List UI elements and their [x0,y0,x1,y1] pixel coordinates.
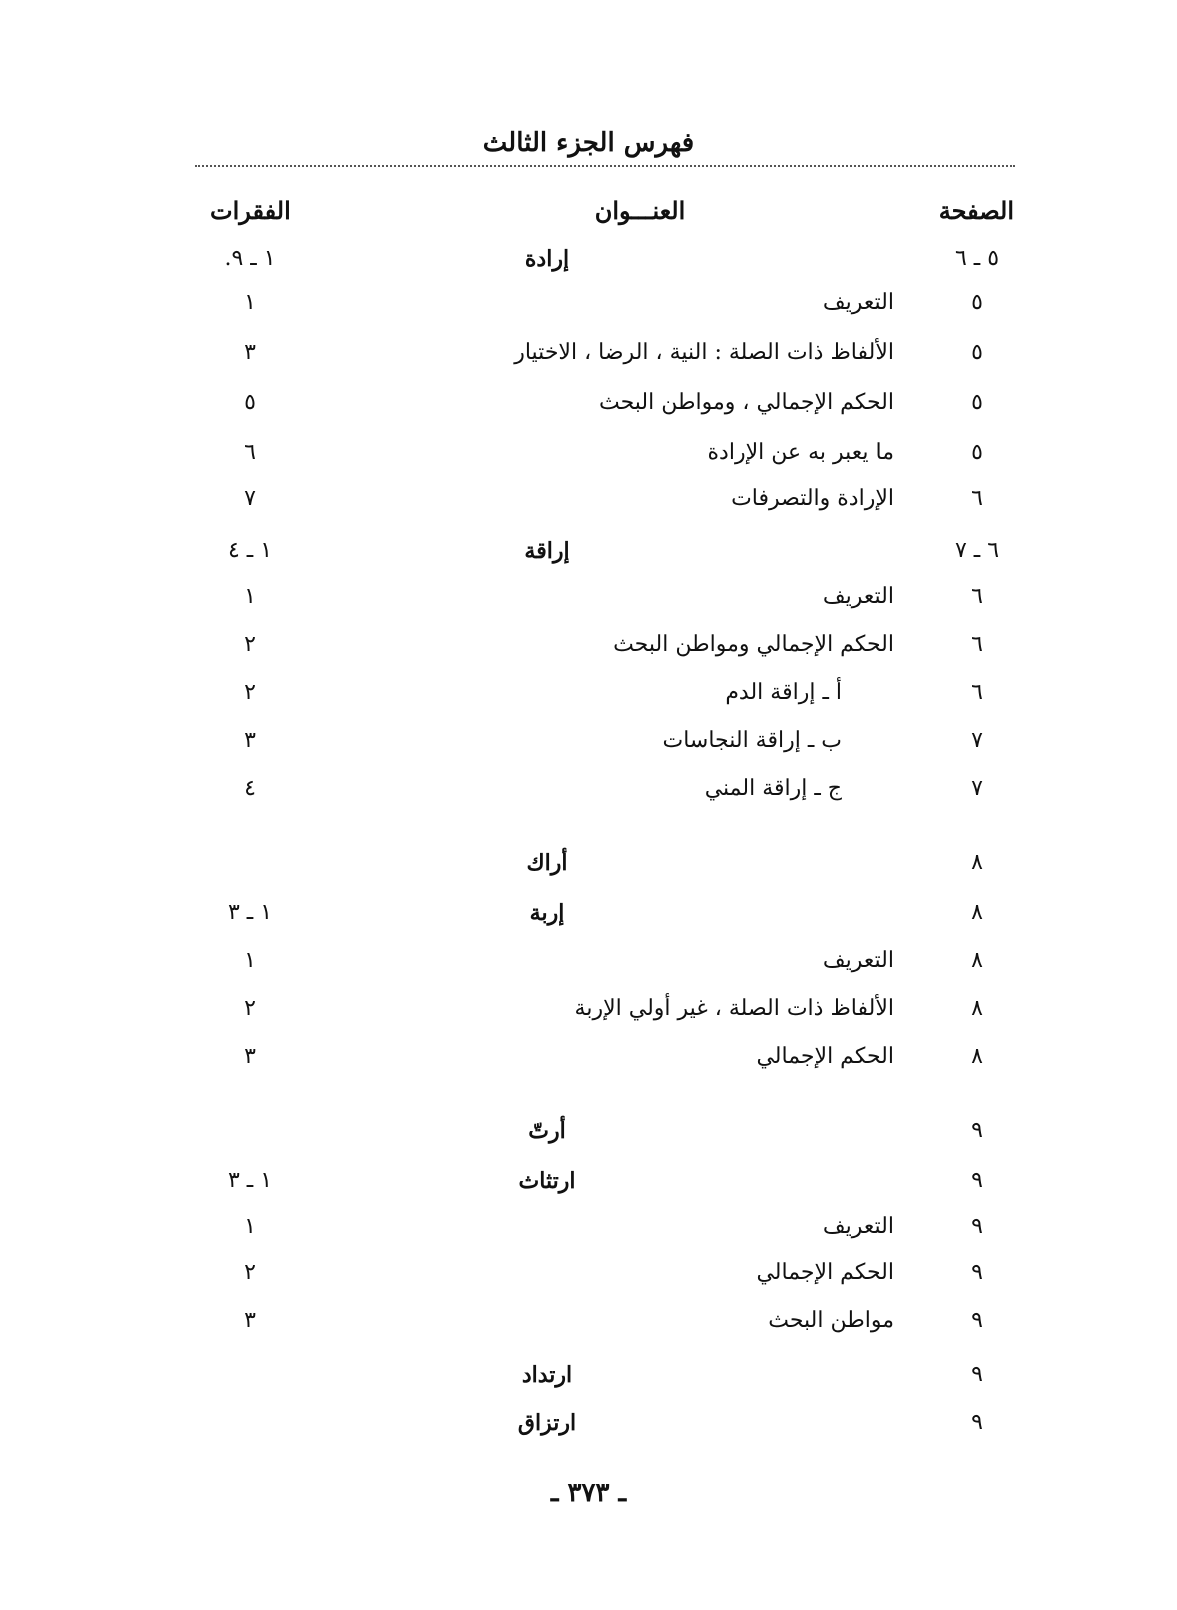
row-paragraph-range: ٢ [244,996,256,1021]
row-subentry-title: الألفاظ ذات الصلة ، غير أولي الإربة [574,996,894,1021]
row-paragraph-range: ٣ [244,340,256,365]
index-row [0,680,1177,720]
row-entry-title: ارتزاق [517,1410,577,1436]
row-page-number: ٥ [971,340,983,365]
row-subentry-title: الحكم الإجمالي ومواطن البحث [613,632,894,657]
row-page-number: ٥ [971,290,983,315]
row-paragraph-range: ١ [244,1214,256,1239]
row-entry-title: أراك [526,850,568,876]
row-entry-title: أرتّ [528,1118,566,1144]
index-row [0,632,1177,672]
row-page-number: ٧ [971,728,983,753]
index-row [0,390,1177,430]
row-page-number: ٨ [971,996,983,1021]
row-page-number: ٩ [971,1118,983,1143]
row-page-number: ٦ [971,632,983,657]
column-header-page: الصفحة [938,196,1014,225]
row-page-number: ٨ [971,948,983,973]
index-row [0,584,1177,624]
row-paragraph-range: ١ [244,290,256,315]
row-paragraph-range: ٤ [244,776,256,801]
row-paragraph-range: ٣ [244,728,256,753]
index-row [0,1044,1177,1084]
index-row [0,1168,1177,1208]
row-paragraph-range: ٢ [244,1260,256,1285]
row-page-number: ٦ ـ ٧ [954,538,1000,563]
row-subentry-title: التعريف [822,584,894,609]
row-subentry-title: التعريف [822,1214,894,1239]
row-subentry-title: ب ـ إراقة النجاسات [662,728,842,753]
row-page-number: ٨ [971,850,983,875]
index-row [0,340,1177,380]
row-subentry-title: الحكم الإجمالي ، ومواطن البحث [598,390,894,415]
page-title: فهرس الجزء الثالث [482,128,695,158]
row-paragraph-range: ٢ [244,632,256,657]
row-page-number: ٦ [971,584,983,609]
row-entry-title: إرادة [524,246,570,272]
index-row [0,776,1177,816]
page-number: ـ ٣٧٣ ـ [550,1478,627,1508]
index-row [0,486,1177,526]
row-paragraph-range: ٢ [244,680,256,705]
row-paragraph-range: ٣ [244,1308,256,1333]
row-page-number: ٩ [971,1168,983,1193]
index-row [0,900,1177,940]
row-paragraph-range: ١ ـ ٣ [227,900,273,925]
row-entry-title: ارتداد [521,1362,573,1388]
row-paragraph-range: ١ ـ ٣ [227,1168,273,1193]
row-paragraph-range: ٧ [244,486,256,511]
row-page-number: ٩ [971,1410,983,1435]
column-header-paragraphs: الفقرات [210,196,291,225]
row-entry-title: إراقة [524,538,570,564]
index-row [0,1410,1177,1450]
index-row [0,1260,1177,1300]
row-subentry-title: الحكم الإجمالي [756,1044,894,1069]
row-subentry-title: ما يعبر به عن الإرادة [707,440,894,465]
row-page-number: ٥ [971,390,983,415]
dotted-divider [195,165,1015,167]
index-row [0,996,1177,1036]
row-page-number: ٥ [971,440,983,465]
row-page-number: ٦ [971,680,983,705]
index-row [0,728,1177,768]
index-row [0,1214,1177,1254]
row-subentry-title: التعريف [822,290,894,315]
row-paragraph-range: ٣ [244,1044,256,1069]
row-paragraph-range: ١ ـ ٩. [224,246,276,271]
row-entry-title: ارتثاث [518,1168,576,1194]
row-subentry-title: أ ـ إراقة الدم [725,680,842,705]
row-paragraph-range: ١ [244,584,256,609]
row-page-number: ٩ [971,1260,983,1285]
index-row [0,1118,1177,1158]
row-page-number: ٩ [971,1362,983,1387]
row-paragraph-range: ١ [244,948,256,973]
row-page-number: ٥ ـ ٦ [954,246,1000,271]
row-page-number: ٨ [971,900,983,925]
index-row [0,850,1177,890]
row-paragraph-range: ١ ـ ٤ [227,538,273,563]
row-page-number: ٨ [971,1044,983,1069]
column-header-title: العنـــوان [594,196,686,225]
row-subentry-title: الحكم الإجمالي [756,1260,894,1285]
row-subentry-title: الألفاظ ذات الصلة : النية ، الرضا ، الاختيار [514,340,894,365]
index-row [0,948,1177,988]
index-row [0,1308,1177,1348]
index-row [0,1362,1177,1402]
index-row [0,538,1177,578]
row-subentry-title: التعريف [822,948,894,973]
row-page-number: ٩ [971,1308,983,1333]
row-subentry-title: مواطن البحث [768,1308,894,1333]
row-page-number: ٧ [971,776,983,801]
index-row [0,440,1177,480]
row-page-number: ٦ [971,486,983,511]
row-subentry-title: الإرادة والتصرفات [731,486,894,511]
row-entry-title: إربة [529,900,565,926]
index-row [0,290,1177,330]
index-row [0,246,1177,286]
row-paragraph-range: ٥ [244,390,256,415]
row-paragraph-range: ٦ [244,440,256,465]
row-subentry-title: ج ـ إراقة المني [704,776,842,801]
row-page-number: ٩ [971,1214,983,1239]
